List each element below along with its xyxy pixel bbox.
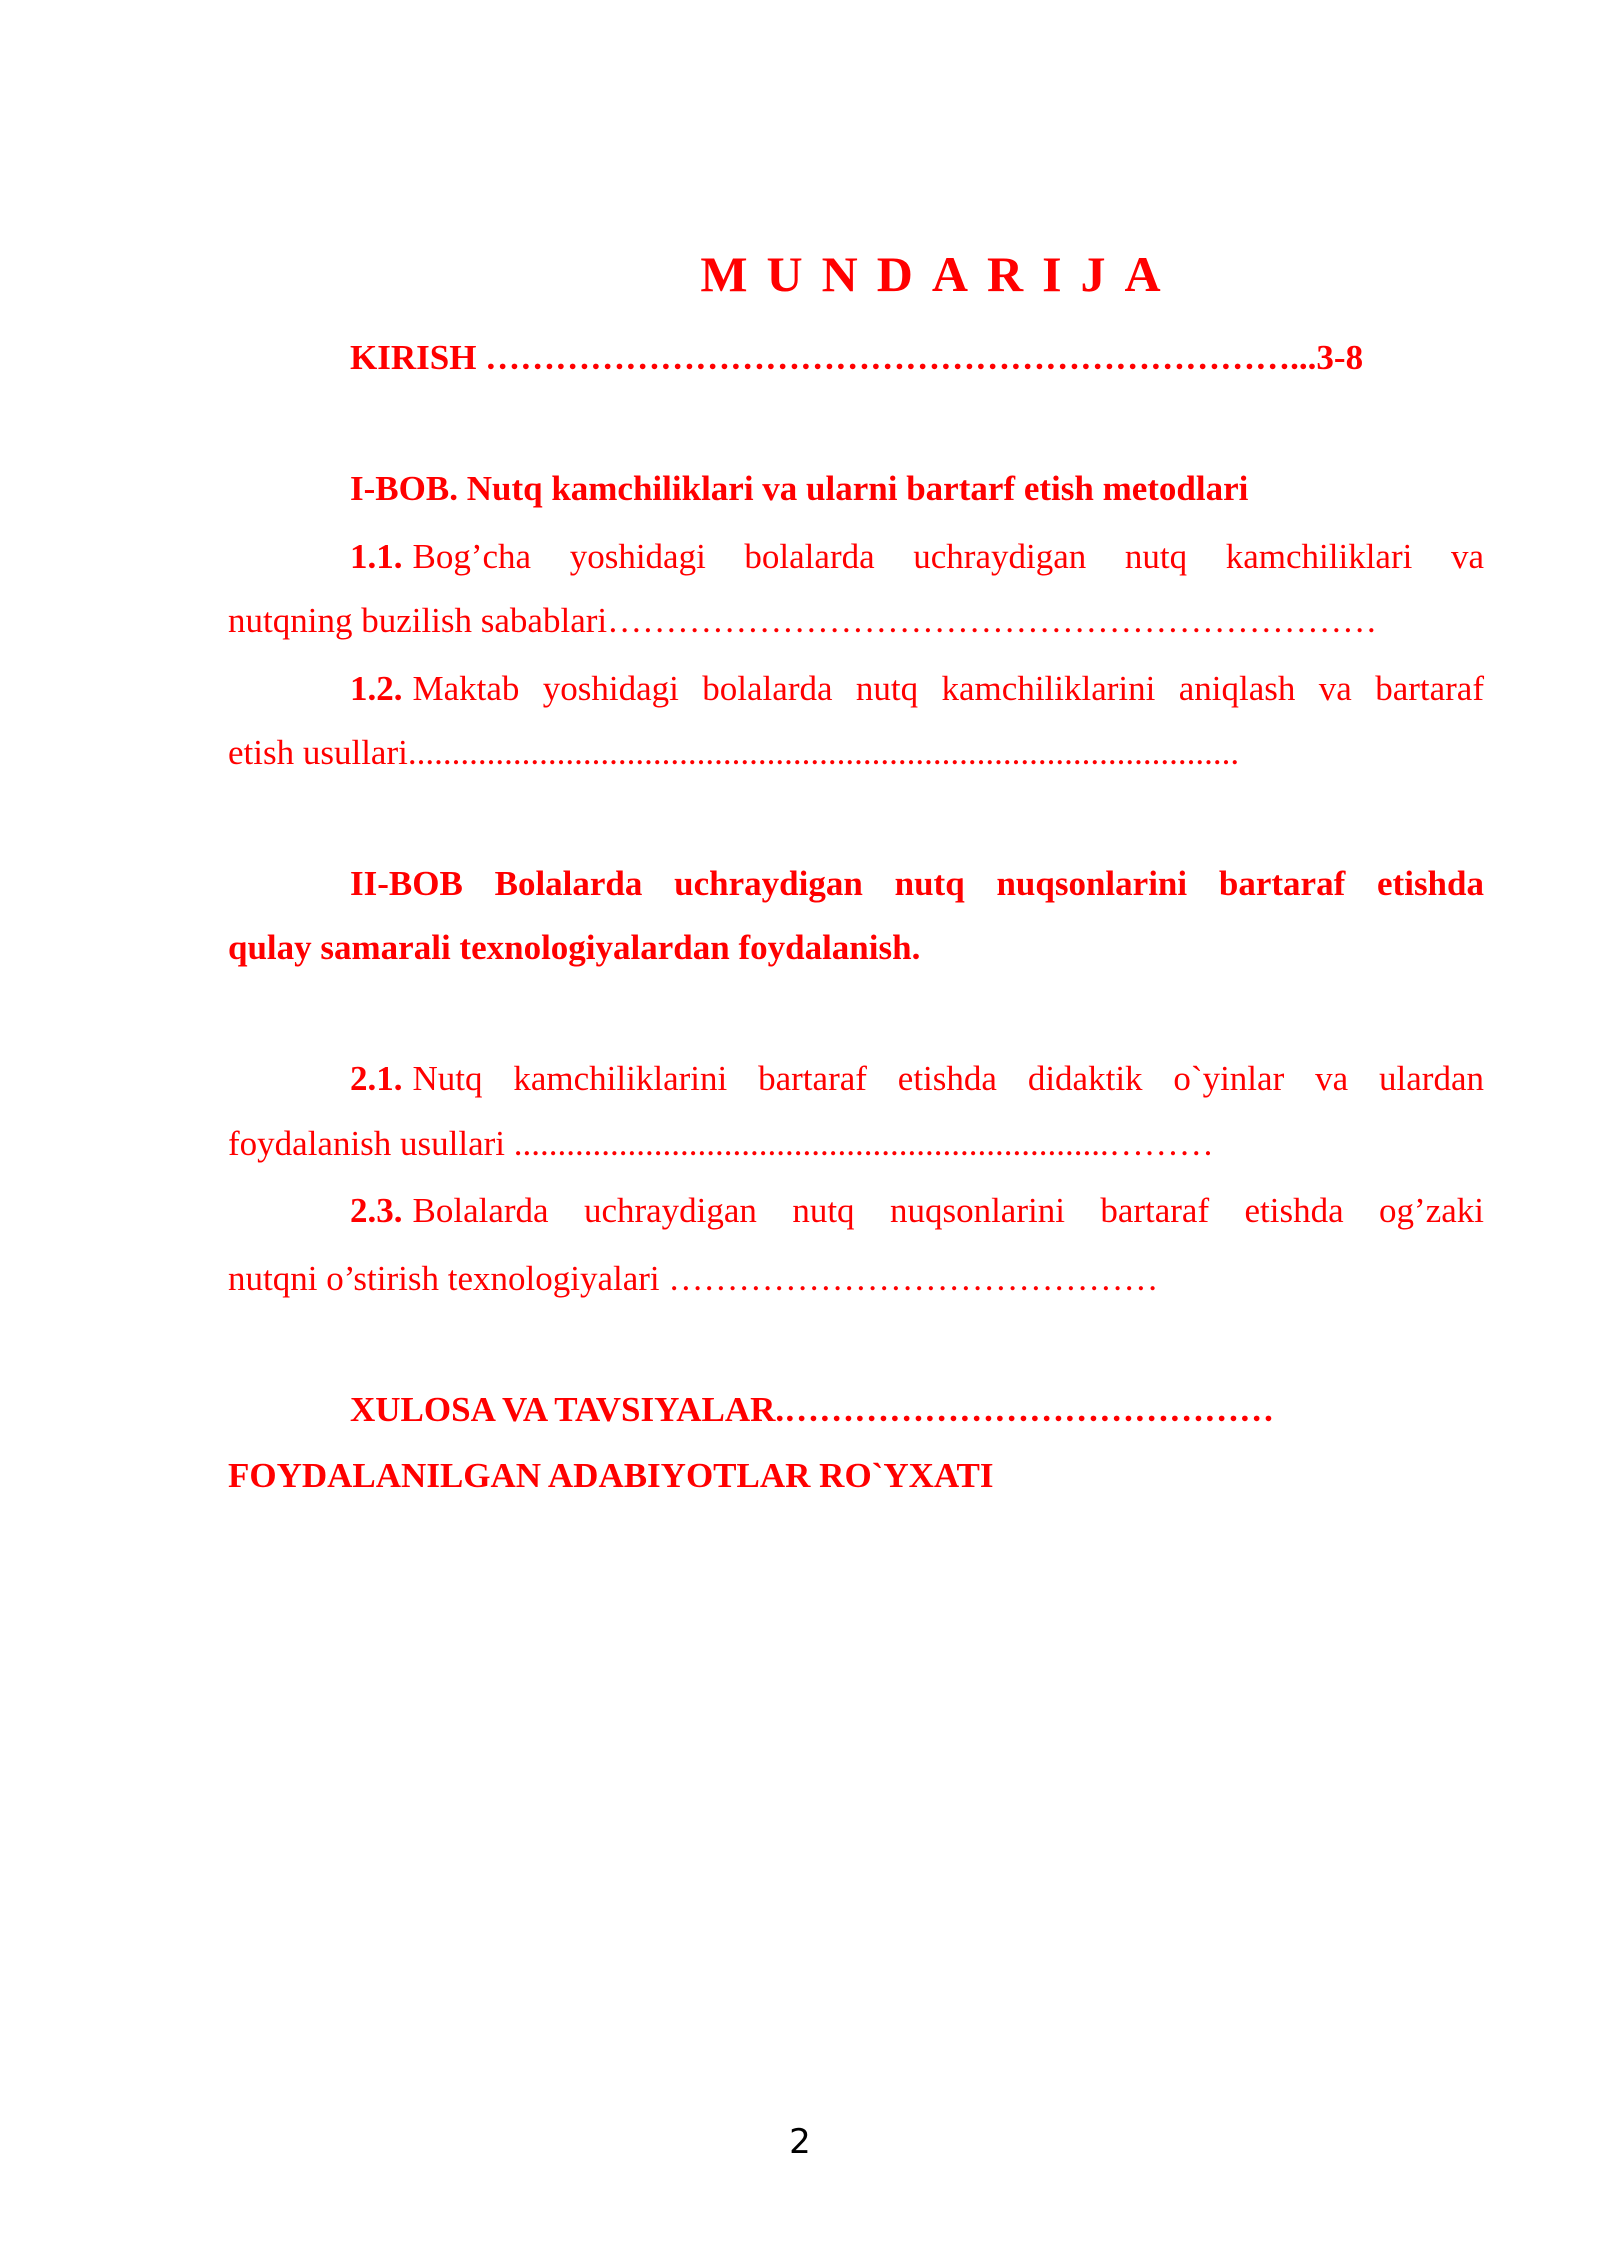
toc-section-1-2 xyxy=(228,667,1484,711)
toc-section-2-3 xyxy=(228,1189,1484,1233)
toc-chapter-1 xyxy=(228,467,1484,511)
toc-chapter-2: II-BOB Bolalarda uchraydigan nutq nuqsonlarini bartaraf etishda xyxy=(350,864,1484,903)
section-1-2-text: Maktab yoshidagi bolalarda nutq kamchiliklarini aniqlash va bartaraf xyxy=(412,669,1484,708)
toc-section-1-1-cont: nutqning buzilish sabablari………………………………………………………… xyxy=(228,601,1378,640)
section-1-2-number: 1.2. xyxy=(350,669,403,708)
toc-intro: KIRISH ……………………………………………………………...3-8 xyxy=(350,338,1364,377)
section-2-1-text: Nutq kamchiliklarini bartaraf etishda didaktik o`yinlar va ulardan xyxy=(412,1059,1484,1098)
section-2-1-number: 2.1. xyxy=(350,1059,403,1098)
chapter-1-label: I-BOB. xyxy=(350,469,458,508)
section-1-1-text: Bog’cha yoshidagi bolalarda uchraydigan nutq kamchiliklari va xyxy=(412,537,1484,576)
toc-section-2-3-cont: nutqni o’stirish texnologiyalari …………………………………… xyxy=(228,1259,1159,1298)
toc-references: FOYDALANILGAN ADABIYOTLAR RO`YXATI xyxy=(228,1456,994,1495)
section-2-3-number: 2.3. xyxy=(350,1191,403,1230)
toc-conclusion: XULOSA VA TAVSIYALAR.…………………………………… xyxy=(350,1390,1275,1429)
toc-section-2-1 xyxy=(228,1057,1484,1101)
toc-section-2-1-cont: foydalanish usullari ....................................................................……… xyxy=(228,1124,1214,1163)
page-title: MUNDARIJA xyxy=(700,246,1180,302)
page-number: 2 xyxy=(789,2122,811,2162)
toc-section-1-2-cont: etish usullari............................................................................................... xyxy=(228,733,1240,772)
toc-section-1-1 xyxy=(228,535,1484,579)
section-2-3-text: Bolalarda uchraydigan nutq nuqsonlarini bartaraf etishda og’zaki xyxy=(412,1191,1484,1230)
chapter-1-title: Nutq kamchiliklari va ularni bartarf etish metodlari xyxy=(466,469,1249,508)
toc-chapter-2-cont: qulay samarali texnologiyalardan foydalanish. xyxy=(228,928,921,967)
section-1-1-number: 1.1. xyxy=(350,537,403,576)
